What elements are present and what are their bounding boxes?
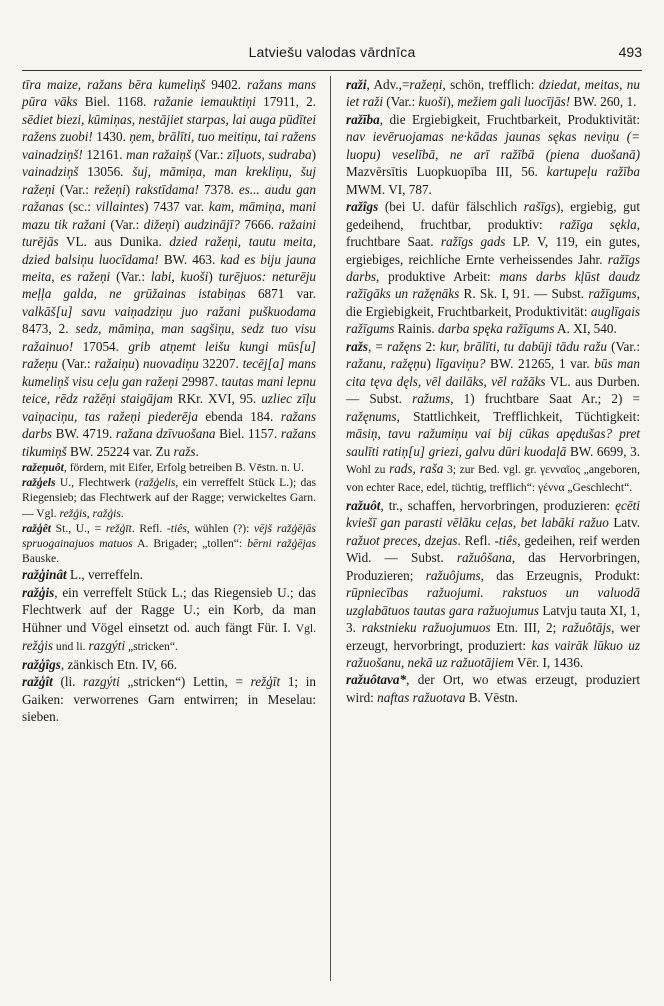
example-text: dižeņi [143,216,176,232]
example-text: ražans tikumiņš [22,426,317,459]
headword: ražģels [22,476,56,490]
definition-text: ) [175,216,185,232]
example-text: ražīgs gads [440,234,506,250]
example-text: līgaviņu? [435,356,486,372]
definition-text: RKr. XVI, 95. [172,391,262,407]
definition-text: A. XI, 540. [554,321,617,337]
definition-text: , schön, trefflich: [442,77,539,92]
headword: ražîgs [346,199,379,215]
definition-text: , fruchtbare Saat. [346,216,641,250]
example-text: režģis [22,638,54,654]
headword: ražība [346,111,380,127]
example-text: ęcēti kviešī gan parasti vēlāku ceļas, bet labāki ražuo [346,497,640,531]
example-text: ražans mans pūra vāks [22,77,316,110]
example-text: ražaini turējās [22,216,317,250]
example-text: kuoši [418,94,447,110]
definition-text: ) 7437 var. [144,199,209,215]
definition-text: MWM. VI, 787. [346,181,432,197]
definition-text: A. Brigader; „tollen“: [132,536,248,550]
headword: ražģêt [22,521,51,535]
definition-text: L., verreffeln. [66,567,143,583]
dictionary-entry [22,475,316,521]
definition-text: ) [134,356,143,372]
example-text: labi, kuoši [150,268,209,284]
example-text: bērni ražģējas [247,536,316,550]
example-text: kas vairāk lūkuo uz ražuošanu, nekā uz ražuotājiem [346,637,640,670]
dictionary-entry [346,497,640,672]
dictionary-entry [346,76,640,111]
dictionary-entry [22,460,316,475]
example-text: es... audu gan ražanas [22,181,316,215]
definition-text: „stricken“) Lettin, = [119,674,251,690]
example-text: -tiês [166,521,187,535]
example-text: rakstīdama! [135,181,200,197]
example-text: režģis, ražģis [59,506,121,520]
example-text: ražaiņu [94,356,135,372]
definition-text: ) [426,356,436,372]
example-text: režģīt [105,521,132,535]
definition-text: 2: [421,338,440,354]
definition-text: , die Ergiebigkeit, Fruchtbarkeit, Produktivität: [346,286,640,319]
definition-text: . [195,443,199,459]
example-text: rašīgs [523,199,556,215]
definition-text: . Refl. [131,521,167,535]
right-column [346,76,640,706]
example-text: kad es biju jauna meita, es ražeņi [22,251,316,284]
definition-text: , der Ort, wo etwas erzeugt, produziert wird: [346,672,640,705]
example-text: audzinājī? [184,216,240,232]
example-text: grib atņemt leišu kungi mūs[u] ražeņu [22,338,316,372]
example-text: rakstnieku ražuojumuos [361,620,491,636]
definition-text: , produktive Arbeit: [376,268,500,284]
column-divider [330,76,331,981]
definition-text: , ein verreffelt Stück L.; das Riegensieb U.; das Flechtwerk auf der Ragge U.; ein Korb, da man Hühner und Vögel einsetzt od. auch fängt Für. I. [22,584,316,635]
example-text: ņem, brālīti, tuo meitiņu, tai ražens vainadziņš! [22,129,317,162]
definition-text: 8473, 2. [22,321,76,337]
example-text: vainadziņš [22,164,79,180]
definition-text: , wühlen (?): [186,521,254,535]
dictionary-entry [346,671,640,706]
definition-text: 29987. [178,373,222,389]
definition-text: BW. 25224 var. Zu [66,443,174,459]
headword: ražuôt [346,497,381,513]
example-text: ražīgs darbs [346,251,640,284]
example-text: vējš ražģējās spruogainajuos matuos [22,521,316,550]
example-text: uzliec zīļu vaiņaciņu, tas ražeņi piederēja [22,391,316,424]
example-text: valkāš[u] savu vaiņadziņu juo ražani puškuodama [22,303,316,319]
example-text: razgýti [88,638,126,654]
definition-text: 1; in Gaiken: verworrenes Garn entwirren; in Meselau: sieben. [22,674,317,725]
header-rule [22,70,642,71]
headword: ražģît [22,674,53,690]
example-text: zīļuots, sudraba [227,146,312,162]
definition-text: Vēr. I, 1436. [513,654,584,670]
definition-text: Rainis. [394,321,438,337]
definition-text: ) [311,146,316,162]
definition-text: (Var.: [383,94,419,110]
definition-text: BW. 4719. [52,426,116,442]
definition-text: , die Ergiebigkeit, Fruchtbarkeit, Produktivität: [379,111,640,127]
note-text: 3; zur Bed. vgl. gr. γενναῖος „angeboren, von echter Race, edel, tüchtig, trefflich“: γέννα „Geschlecht“. [346,462,640,495]
definition-text: (Var.: [54,181,95,197]
definition-text: 17911, 2. [255,94,316,110]
definition-text: 7378. [199,181,239,197]
definition-text: BW. 21265, 1 var. [485,356,595,372]
definition-text: R. Sk. I, 91. — Subst. [459,286,589,302]
definition-text: (li. [52,674,84,690]
example-text: razgýti [83,674,120,690]
page-header [22,44,642,68]
definition-text: Biel. 1157. [215,426,281,442]
example-text: man ražaiņš [126,146,192,162]
definition-text: 32207. [198,356,243,372]
definition-text: , tr., schaffen, hervorbringen, produzieren: [380,497,616,513]
example-text: režģīt [250,674,281,690]
definition-text: , Stattlichkeit, Trefflichkeit, Tüchtigkeit: [396,408,640,424]
example-text: ražīgums [588,286,637,302]
example-text: režeņi [94,181,126,197]
example-text: naftas ražuotava [377,689,466,705]
example-text: tīra maize, ražans bēra kumeliņš [22,77,206,92]
definition-text: B. Vēstn. [465,689,518,705]
example-text: būs man cita tęva dęls, vēl dailāks, vēl ražāks [346,356,640,389]
example-text: ražuôtājs [562,620,612,636]
example-text: māsiņ, tavu ražumiņu vai bij cūkas apędušas? pret saulīti ratiņ[u] griezi, galvu dūri kuodaļā [346,426,640,459]
definition-text: Biel. 1168. [77,94,154,110]
example-text: mežiem gali luocījās! [457,94,571,110]
definition-text: , das Hervorbringen, Produzieren; [346,550,640,583]
example-text: ražums [412,391,451,407]
definition-text: (bei U. dafür fälschlich [378,199,524,215]
example-text: ražuot preces, dzejas [346,532,458,548]
definition-text: (Var.: [191,146,228,162]
definition-text: , 1) fruchtbare Saat Ar.; 2) = [450,391,640,407]
definition-text: (Var.: [606,338,641,354]
dictionary-entry [22,584,316,656]
definition-text: U., Flechtwerk ( [55,476,139,490]
dictionary-entry [22,656,316,673]
definition-text: (Var.: [110,268,151,284]
definition-text: Mazvērsītis Luopkuopība III, 56. [346,164,547,180]
example-text: dziedat, meitas, nu iet raži [346,77,640,110]
example-text: ražans darbs [22,408,316,442]
definition-text: BW. 463. [158,251,221,267]
definition-text: 6871 var. [245,286,316,302]
definition-text: ), [446,94,458,110]
definition-text: ), ergiebig, gut gedeihend, fruchtbar, produktiv: [346,199,640,232]
definition-text: BW. 6699, 3. [566,443,640,459]
dictionary-entry [22,76,316,460]
definition-text: 7666. [239,216,279,232]
running-title: Latviešu valodas vārdnīca [248,44,416,60]
dictionary-entry [22,521,316,567]
definition-text: Latv. [608,515,640,531]
example-text: šuj, māmiņa, man krekliņu, šuj ražeņi [22,164,317,197]
definition-text: 13056. [78,164,133,180]
example-text: ražs [173,443,196,459]
example-text: rūpniecības ražuojumi. rakstuos un valuodā uzglabātuos tautas gara ražuojumus [346,585,640,618]
definition-text: 9402. [205,77,247,92]
definition-text: (sc.: [63,199,96,215]
definition-text: ) [208,268,219,284]
dictionary-entry [22,566,316,583]
example-text: kartupeļu ražība [546,164,640,180]
left-column [22,76,316,725]
definition-text: , wer erzeugt, hervorbringt, produziert: [346,620,641,653]
definition-text: , ein verreffelt Stück L.); das Riegensieb; das Flechtwerk auf der Ragge; verwickeltes Garn. — Vgl. [22,476,316,520]
page-number: 493 [618,44,642,60]
definition-text: VL. aus Durben. — Subst. [346,373,640,407]
definition-text: ) [125,181,136,197]
headword: ražs [346,338,368,354]
example-text: nuovadiņu [143,356,199,372]
note-text: Vgl. [295,621,316,635]
example-text: ražanie iemauktiņi [153,94,256,110]
example-text: ražuôšana [456,550,512,566]
definition-text: BW. 260, 1. [570,94,637,110]
definition-text: 17054. [73,338,129,354]
example-text: kam, māmiņa, mani mazu tik ražani [22,199,316,232]
definition-text: . Refl. [457,532,495,548]
example-text: kur, brālīti, tu dabūji tādu ražu [439,338,607,354]
definition-text: Etn. III, 2; [490,620,563,636]
example-text: dzied ražeņi, tautu meita, dzied balsiņu luocīdama! [22,234,316,267]
headword: ražģinât [22,567,67,583]
example-text: auglīgais ražīgums [346,303,640,337]
definition-text: VL. aus Dunika. [58,234,170,250]
definition-text: (Var.: [105,216,144,232]
definition-text: , gedeihen, reif werden Wid. — Subst. [346,532,640,566]
example-text: ražęns [386,338,422,354]
definition-text: , zänkisch Etn. IV, 66. [60,656,178,672]
definition-text: ebenda 184. [197,408,281,424]
example-text: ražana dzīvuošana [115,426,216,442]
headword: ražģîgs [22,656,61,672]
example-text: nav ievēruojamas ne·kādas jaunas sękas neviņu (= luopu) veselībā, ne arī ražībā (piena duošanā) [346,129,640,162]
headword: ražuôtava* [346,672,407,688]
definition-text: . [120,506,124,520]
headword: ražeņuôt [22,460,64,474]
dictionary-entry [22,673,316,725]
example-text: tecēj[a] mans kumeliņš visu ceļu gan ražeņi [22,356,316,389]
definition-text: , Adv.,= [366,77,410,92]
example-text: ražģelis [138,476,176,490]
definition-text: (Var.: [57,356,95,372]
example-text: mans darbs kļūst daudz ražīgāks un ražęnāks [346,268,640,302]
example-text: sedz, māmiņa, man sagšiņu, sedz tuo visu ražainuo! [22,321,317,354]
note-text: und li. [53,640,89,654]
definition-text: , das Erzeugnis, Produkt: [480,567,640,583]
note-text: „stricken“. [125,640,178,654]
headword: raži [346,77,367,92]
example-text: sēdiet biezi, kūmiņas, nestājiet starpas, lai auga pūdītei ražens zuobi! [22,111,316,145]
example-text: rads, raša [389,460,444,476]
definition-text: , fördern, mit Eifer, Erfolg betreiben B. Vēstn. n. U. [63,460,305,474]
definition-text: Latvju tauta XI, 1, 3. [346,602,640,636]
example-text: ražanu, ražęņu [346,356,427,372]
headword: ražģis [22,584,55,600]
definition-text: , = [368,338,387,354]
note-text: Wohl zu [346,462,390,476]
definition-text: Bauske. [22,552,60,566]
example-text: ražuôjums [425,567,481,583]
example-text: villaintes [95,199,145,215]
definition-text: LP. V, 119, ein gutes, ergiebiges, reichliche Ernte verheissendes Jahr. [346,234,640,267]
example-text: tautas mani lepnu teice, rēdz ražēņi staigājam [22,373,317,407]
example-text: ražęnums [346,408,397,424]
dictionary-entry [346,111,640,198]
example-text: darba spęka ražīgums [437,321,555,337]
example-text: ražīga sękla [559,216,637,232]
dictionary-entry [346,338,640,497]
example-text: turējuos: neturēju meļļa galda, ne grūžainas istabiņas [22,268,316,302]
definition-text: 1430. [92,129,130,145]
example-text: -tiês [494,532,518,548]
example-text: ražeņi [409,77,443,92]
definition-text: St., U., = [50,521,106,535]
dictionary-entry [346,198,640,338]
definition-text: 12161. [82,146,127,162]
